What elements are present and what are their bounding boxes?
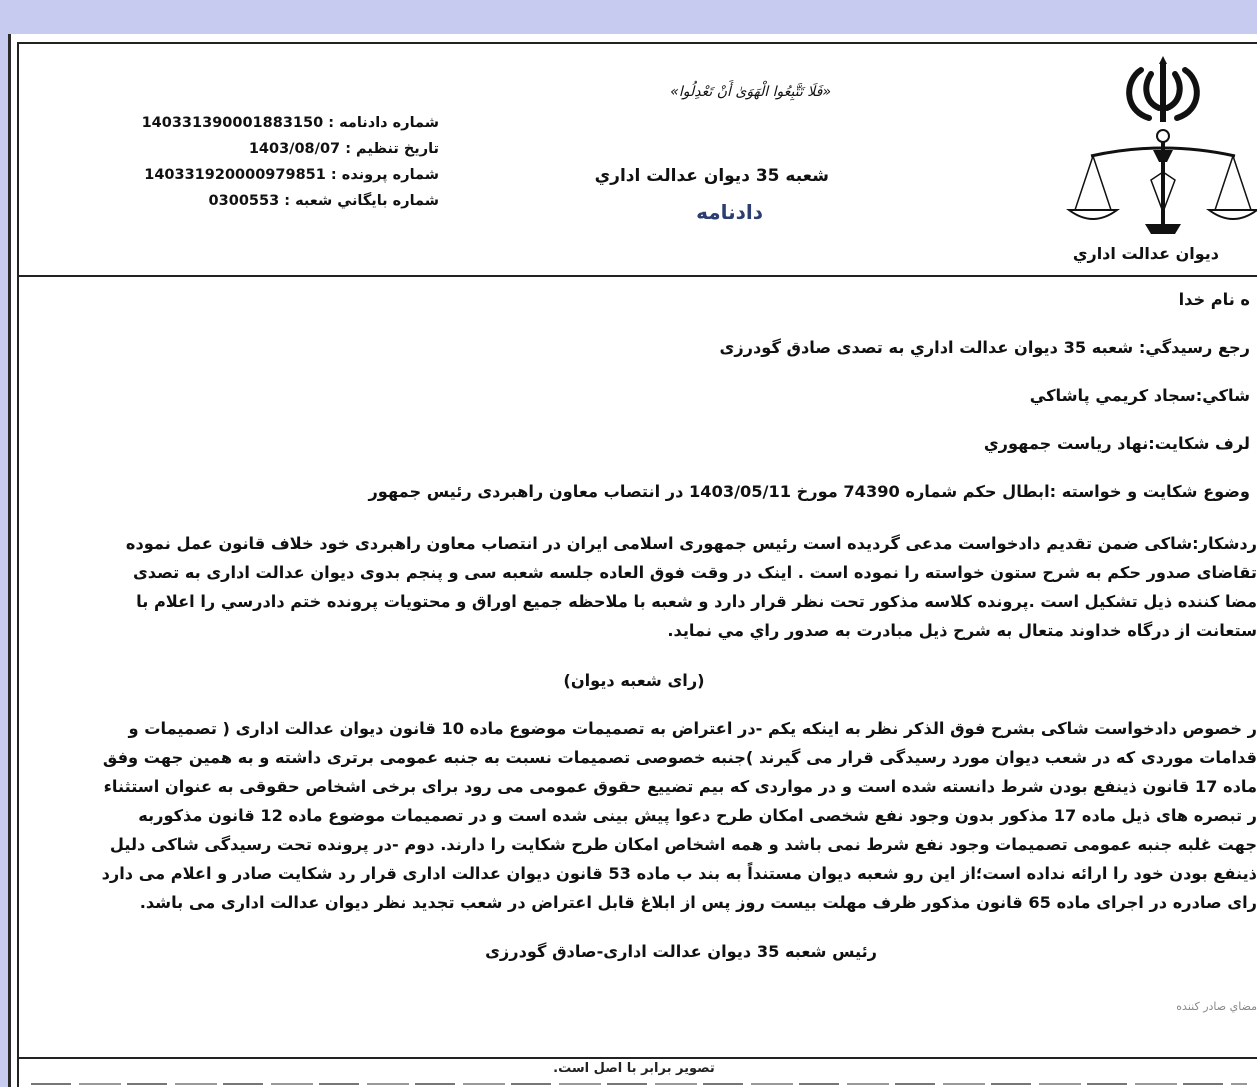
meta-label: شماره دادنامه : — [328, 115, 439, 131]
meta-label: شماره پرونده : — [330, 167, 439, 183]
justice-scale-emblem-icon — [1063, 52, 1257, 242]
report-line: ستعانت از درگاه خداوند متعال به شرح ذيل مبادرت به صدور راي مي نمايد. — [667, 621, 1257, 640]
report-line: ردشكار:شاکی ضمن تقدیم دادخواست مدعی گردیده است رئیس جمهوری اسلامی ایران در انتصاب معاون راهبردی خود خلاف قانون عمل نموده — [125, 534, 1257, 553]
meta-value: 0300553 — [208, 193, 280, 209]
header-branch: شعبه 35 ديوان عدالت اداري — [594, 166, 829, 186]
meta-value: 140331920000979851 — [144, 167, 326, 183]
respondent: لرف شكايت:نهاد رياست جمهوري — [983, 434, 1250, 453]
report-paragraph — [36, 529, 1257, 645]
header-divider — [17, 275, 1257, 277]
report-line: تقاضای صدور حکم به شرح ستون خواسته را نموده است . اینک در وقت فوق العاده جلسه شعبه سی و پنجم بدوی دیوان عدالت اداری به تصدی — [132, 563, 1257, 582]
meta-label: تاریخ تنظيم : — [345, 141, 439, 157]
meta-label: شماره بايگاني شعبه : — [284, 193, 439, 209]
complainant: شاكي:سجاد كريمي پاشاكي — [1029, 386, 1250, 405]
branch-head-signature: رئیس شعبه 35 دیوان عدالت اداری-صادق گودرزی — [485, 942, 877, 961]
verdict-line: ماده 17 قانون ذینفع بودن شرط دانسته شده است و در مواردی که بیم تضییع حقوق عمومی می رود برای برخی اشخاص حقوقی به عنوان استثناء — [103, 777, 1257, 796]
reference-authority: رجع رسيدگي: شعبه 35 ديوان عدالت اداري به تصدی صادق گودرزی — [719, 338, 1250, 357]
verdict-line: رای صادره در اجرای ماده 65 قانون مذکور ظرف مهلت بیست روز پس از ابلاغ قابل اعتراض در شعب تجدید نظر دیوان عدالت اداری می باشد. — [139, 893, 1257, 912]
verdict-title: (رای شعبه دیوان) — [563, 671, 705, 690]
meta-value: 140331390001883150 — [141, 115, 324, 131]
signature-label: مضاي صادر كننده — [1176, 1000, 1257, 1013]
top-border — [17, 42, 1257, 44]
verdict-paragraph — [36, 714, 1257, 917]
left-border — [17, 42, 19, 1087]
complaint-subject: وضوع شكايت و خواسته :ابطال حکم شماره 74390 مورخ 1403/05/11 در انتصاب معاون راهبردی رئیس جمهور — [368, 482, 1250, 501]
meta-row-verdict-number — [119, 110, 439, 136]
document-type-title: دادنامه — [696, 200, 763, 224]
verdict-line: جهت غلبه جنبه عمومی تصمیمات وجود نفع شرط نمی باشد و همه اشخاص امکان طرح شکایت را دارند. دوم -در پرونده تحت رسیدگی شاکی دلیل — [109, 835, 1257, 854]
verdict-line: قدامات موردی که در شعب دیوان مورد رسیدگی قرار می گیرند )جنبه خصوصی تصمیمات نسبت به جنبه عمومی برتری داشته و به همین جهت وفق — [102, 748, 1257, 767]
footer-divider — [17, 1057, 1257, 1059]
footer-faded-line — [31, 1083, 1247, 1085]
verdict-line: ر خصوص دادخواست شاکی بشرح فوق الذکر نظر به اینکه یکم -در اعتراض به تصمیمات موضوع ماده 10 قانون دیوان عدالت اداری ( تصمیمات و — [128, 719, 1257, 738]
document-meta — [119, 110, 439, 214]
organization-name: ديوان عدالت اداري — [1072, 244, 1219, 263]
verdict-line: ذینفع بودن خود را ارائه نداده است؛از این رو شعبه دیوان مستنداً به بند ب ماده 53 قانون دیوان عدالت اداری قرار رد شکایت صادر و اعلام می دارد — [101, 864, 1257, 883]
document-page — [11, 34, 1257, 1087]
verdict-line: ر تبصره های ذیل ماده 17 مذکور بدون وجود نفع شخصی امکان طرح دعوا پیش بینی شده است و در تصمیمات موضوع ماده 12 قانون مذکوربه — [138, 806, 1257, 825]
basmala: ه نام خدا — [1178, 290, 1250, 309]
meta-value: 1403/08/07 — [248, 141, 341, 157]
certified-copy-note: تصوير برابر با اصل است. — [553, 1061, 715, 1076]
meta-row-date — [119, 136, 439, 162]
report-line: مضا كننده ذيل تشكيل است .پرونده كلاسه مذكور تحت نظر قرار دارد و شعبه با ملاحظه جميع اوراق و محتويات پرونده ختم دادرسي را اعلام با — [136, 592, 1257, 611]
header-verse: «فَلَا تَتَّبِعُوا الْهَوَىٰ أَنْ تَعْدِلُوا» — [670, 84, 831, 100]
